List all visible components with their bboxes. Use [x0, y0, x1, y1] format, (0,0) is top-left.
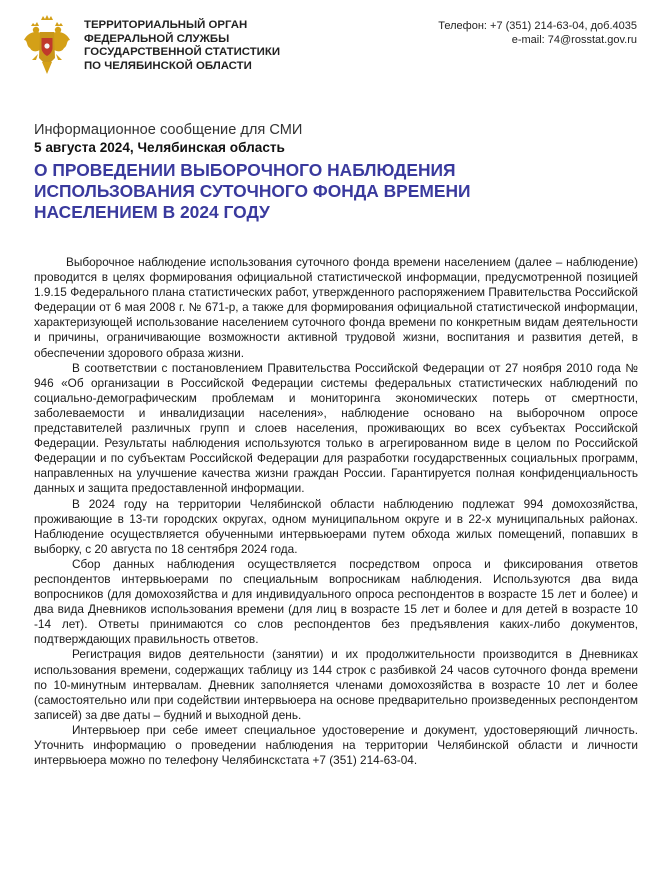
org-line: ПО ЧЕЛЯБИНСКОЙ ОБЛАСТИ	[84, 59, 252, 72]
phone-text: Телефон: +7 (351) 214-63-04, доб.4035	[438, 20, 637, 32]
org-line: ТЕРРИТОРИАЛЬНЫЙ ОРГАН	[84, 19, 248, 31]
title-line: ИСПОЛЬЗОВАНИЯ СУТОЧНОГО ФОНДА ВРЕМЕНИ	[34, 181, 471, 201]
body-paragraph: Регистрация видов деятельности (занятии) и их продолжительности производится в Дневниках использования времени, содержащих таблицу из 144 строк с разбивкой 24 часов суточного фонда времени по 10-минутным интервалам. Дневник заполняется членами домохозяйства в возрасте 10 лет и более (самостоятельно или при содействии интервьюера на основе предварительно произведенных респондентом записей) за две даты – будний и выходной день.	[34, 647, 638, 722]
emblem-icon	[22, 14, 72, 76]
body-paragraph: В 2024 году на территории Челябинской области наблюдению подлежат 994 домохозяйства, проживающие в 13-ти городских округах, одном муниципальном округе и в 22-х муниципальных районах. Наблюдение осуществляется обученными интервьюерами путем обхода жилых помещений, попавших в выборку, с 20 августа по 18 сентября 2024 года.	[34, 496, 638, 556]
body-paragraph: Выборочное наблюдение использования суточного фонда времени населением (далее – наблюдение) проводится в целях формирования официальной статистической информации, предусмотренной позицией 1.9.15 Федерального плана статистических работ, утвержденного распоряжением Правительства Российской Федерации от 6 мая 2008 г. № 671-р, а также для формирования официальной статистической информации, характеризующей использование населением суточного фонда времени по конкретным видам деятельности и причины, ограничивающие возможности активной трудовой жизни, воспитания и развития детей, в обеспечении здорового образа жизни.	[34, 255, 638, 360]
body-paragraph: В соответствии с постановлением Правительства Российской Федерации от 27 ноября 2010 года № 946 «Об организации в Российской Федерации системы федеральных статистических наблюдений по социально-демографическим проблемам и мониторинга экономических потерь от смертности, заболеваемости и инвалидизации населения», наблюдение основано на выборочном опросе представителей различных групп и слоев населения, проживающих во всех субъектах Российской Федерации. Результаты наблюдения используются только в агрегированном виде в целом по Российской Федерации и по субъектам Российской Федерации для разработки государственных социальных программ, направленных на улучшение качества жизни граждан России. Гарантируется полная конфиденциальность данных и защита предоставленной информации.	[34, 360, 638, 496]
release-date: 5 августа 2024, Челябинская область	[34, 140, 285, 155]
email-link[interactable]: e-mail: 74@rosstat.gov.ru	[511, 33, 637, 46]
release-body	[34, 255, 638, 768]
org-line: ГОСУДАРСТВЕННОЙ СТАТИСТИКИ	[84, 46, 281, 59]
org-line: ФЕДЕРАЛЬНОЙ СЛУЖБЫ	[84, 32, 230, 45]
title-line: НАСЕЛЕНИЕМ В 2024 ГОДУ	[34, 202, 270, 222]
release-type: Информационное сообщение для СМИ	[34, 122, 303, 138]
title-line: О ПРОВЕДЕНИИ ВЫБОРОЧНОГО НАБЛЮДЕНИЯ	[34, 160, 456, 180]
contact-info	[438, 20, 637, 47]
body-paragraph: Интервьюер при себе имеет специальное удостоверение и документ, удостоверяющий личность. Уточнить информацию о проведении наблюдения на территории Челябинской области и личности интервьюера можно по телефону Челябинскстата +7 (351) 214-63-04.	[34, 722, 638, 768]
release-title	[34, 160, 594, 223]
body-paragraph: Сбор данных наблюдения осуществляется посредством опроса и фиксирования ответов респондентов интервьюерами по специальным вопросникам наблюдения. Используются два вида вопросников (для домохозяйства и для индивидуального опроса респондентов в возрасте 15 лет и более) и два вида Дневников использования времени (для лиц в возрасте 15 лет и более и для детей в возрасте 10 -14 лет). Ответы принимаются со слов респондентов без предъявления каких-либо документов, подтверждающих правильность ответов.	[34, 556, 638, 647]
organization-name	[84, 19, 314, 73]
